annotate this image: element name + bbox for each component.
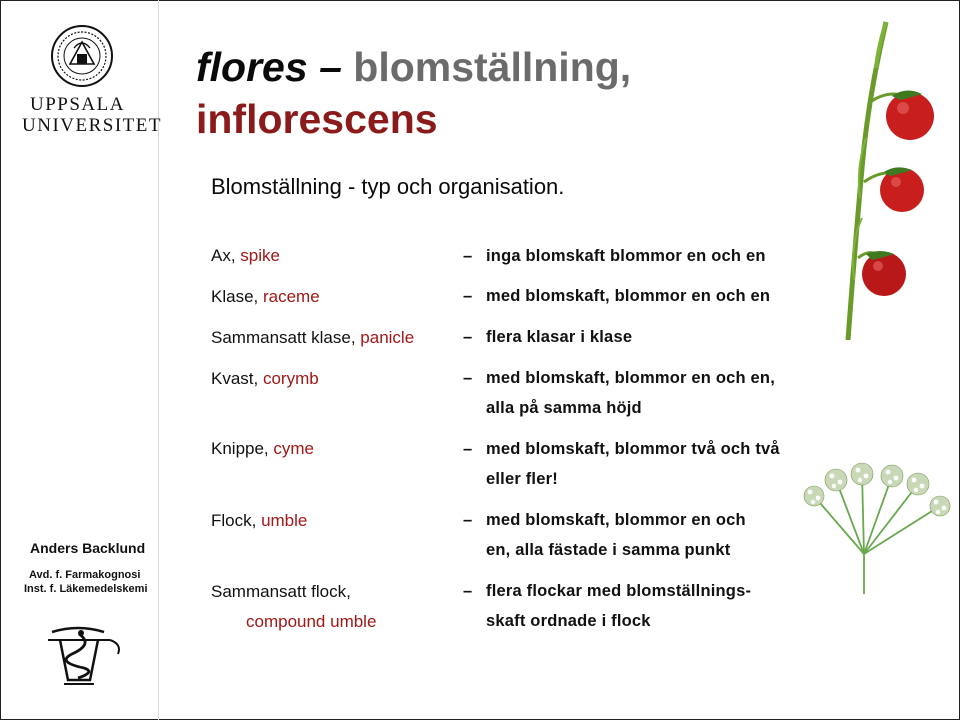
description-cyme-line2: eller fler! [486, 470, 558, 488]
umbel-illustration [800, 462, 952, 598]
title-word-swedish: blomställning, [353, 44, 632, 90]
sidebar-divider [158, 0, 159, 720]
description-compound-umble-line1: flera flockar med blomställnings- [486, 582, 752, 600]
term-latin: umble [261, 511, 308, 530]
term-swedish: Klase, [211, 287, 263, 306]
term-swedish: Knippe, [211, 439, 274, 458]
bullet-dash: – [463, 440, 473, 458]
term-cyme [211, 439, 314, 459]
bullet-dash: – [463, 247, 473, 265]
term-compound-umble-swedish: Sammansatt flock, [211, 582, 351, 601]
bullet-dash: – [463, 369, 473, 387]
subtitle: Blomställning - typ och organisation. [211, 174, 565, 199]
author-name: Anders Backlund [30, 540, 146, 556]
description-umble-line1: med blomskaft, blommor en och [486, 511, 746, 529]
pharmacy-logo-icon [38, 624, 128, 690]
term-raceme [211, 287, 320, 307]
page-title-line1 [196, 44, 631, 91]
term-corymb [211, 369, 319, 389]
term-umble [211, 511, 307, 531]
term-panicle [211, 328, 414, 348]
term-latin: cyme [273, 439, 315, 458]
description-panicle: flera klasar i klase [486, 328, 633, 346]
term-latin: corymb [262, 369, 319, 388]
bullet-dash: – [463, 287, 473, 305]
term-latin: panicle [360, 328, 415, 347]
description-raceme: med blomskaft, blommor en och en [486, 287, 771, 305]
description-umble-line2: en, alla fästade i samma punkt [486, 541, 731, 559]
university-name-line1: UPPSALA [30, 94, 125, 115]
description-compound-umble-line2: skaft ordnade i flock [486, 612, 651, 630]
term-latin: spike [240, 246, 280, 265]
department-line2: Inst. f. Läkemedelskemi [24, 583, 148, 595]
university-name-line2: UNIVERSITET [22, 115, 162, 136]
bullet-dash: – [463, 582, 473, 600]
term-spike [211, 246, 280, 266]
term-swedish: Sammansatt klase, [211, 328, 361, 347]
term-latin: raceme [262, 287, 320, 306]
term-compound-umble-latin [246, 612, 376, 632]
university-seal-icon [50, 24, 114, 88]
description-cyme-line1: med blomskaft, blommor två och två [486, 440, 780, 458]
term-swedish: Flock, [211, 511, 262, 530]
department-line1: Avd. f. Farmakognosi [29, 569, 141, 581]
title-word-latin: flores [196, 44, 308, 90]
term-swedish: Ax, [211, 246, 241, 265]
term-swedish: Kvast, [211, 369, 263, 388]
tomato-raceme-illustration [826, 18, 946, 348]
bullet-dash: – [463, 328, 473, 346]
page-title-line2: inflorescens [196, 96, 438, 142]
bullet-dash: – [463, 511, 473, 529]
description-corymb-line2: alla på samma höjd [486, 399, 642, 417]
title-dash: – [319, 44, 342, 90]
term-latin: compound umble [246, 612, 377, 631]
description-corymb-line1: med blomskaft, blommor en och en, [486, 369, 775, 387]
description-spike: inga blomskaft blommor en och en [486, 247, 766, 265]
